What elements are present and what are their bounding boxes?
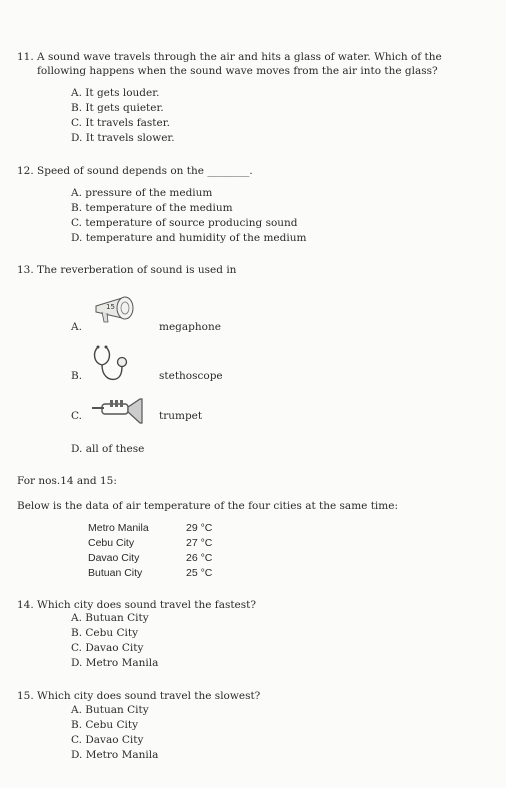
table-row (88, 521, 212, 536)
option-11-a[interactable]: A. It gets louder. (71, 87, 160, 99)
megaphone-mark: 15 (106, 303, 115, 311)
city-name: Cebu City (88, 537, 135, 549)
option-12-b[interactable]: B. temperature of the medium (71, 202, 233, 214)
city-name: Butuan City (88, 567, 143, 579)
option-13-c-letter[interactable]: C. (71, 410, 82, 422)
question-11 (17, 50, 442, 78)
option-13-b-label: stethoscope (159, 370, 223, 382)
option-14-c[interactable]: C. Davao City (71, 642, 144, 654)
question-15-options (71, 703, 158, 763)
city-temp: 25 °C (186, 567, 213, 579)
option-11-d[interactable]: D. It travels slower. (71, 132, 175, 144)
city-name: Davao City (88, 552, 140, 564)
city-name: Metro Manila (88, 522, 149, 534)
table-row (88, 551, 212, 566)
question-14-options (71, 611, 158, 671)
option-15-b[interactable]: B. Cebu City (71, 719, 139, 731)
intro-line1: For nos.14 and 15: (17, 475, 117, 487)
question-15: 15. Which city does sound travel the slowest? (17, 690, 261, 702)
option-11-b[interactable]: B. It gets quieter. (71, 102, 164, 114)
option-13-b-letter[interactable]: B. (71, 370, 83, 382)
question-12-options (71, 186, 306, 246)
table-row (88, 566, 212, 581)
trumpet-icon (90, 396, 150, 426)
option-12-d[interactable]: D. temperature and humidity of the medium (71, 232, 307, 244)
option-13-a-letter[interactable]: A. (71, 321, 82, 333)
option-15-a[interactable]: A. Butuan City (71, 704, 149, 716)
option-15-d[interactable]: D. Metro Manila (71, 749, 159, 761)
option-11-c[interactable]: C. It travels faster. (71, 117, 170, 129)
option-14-b[interactable]: B. Cebu City (71, 627, 139, 639)
intro-line2: Below is the data of air temperature of the four cities at the same time: (17, 500, 398, 512)
option-14-a[interactable]: A. Butuan City (71, 612, 149, 624)
question-12: 12. Speed of sound depends on the ________. (17, 165, 253, 177)
question-14: 14. Which city does sound travel the fastest? (17, 599, 257, 611)
temperature-table (88, 521, 212, 581)
option-13-d[interactable]: D. all of these (71, 443, 145, 455)
option-12-a[interactable]: A. pressure of the medium (71, 187, 213, 199)
question-11-line2: following happens when the sound wave moves from the air into the glass? (37, 65, 438, 77)
option-14-d[interactable]: D. Metro Manila (71, 657, 159, 669)
city-temp: 29 °C (186, 522, 213, 534)
question-13: 13. The reverberation of sound is used in (17, 264, 237, 276)
city-temp: 27 °C (186, 537, 213, 549)
question-11-options (71, 86, 175, 146)
table-row (88, 536, 212, 551)
megaphone-icon (92, 290, 144, 328)
option-12-c[interactable]: C. temperature of source producing sound (71, 217, 298, 229)
option-13-c-label: trumpet (159, 410, 203, 422)
stethoscope-icon (90, 343, 134, 385)
city-temp: 26 °C (186, 552, 213, 564)
option-13-a-label: megaphone (159, 321, 221, 333)
question-11-line1: 11. A sound wave travels through the air and hits a glass of water. Which of the (17, 51, 442, 63)
option-15-c[interactable]: C. Davao City (71, 734, 144, 746)
